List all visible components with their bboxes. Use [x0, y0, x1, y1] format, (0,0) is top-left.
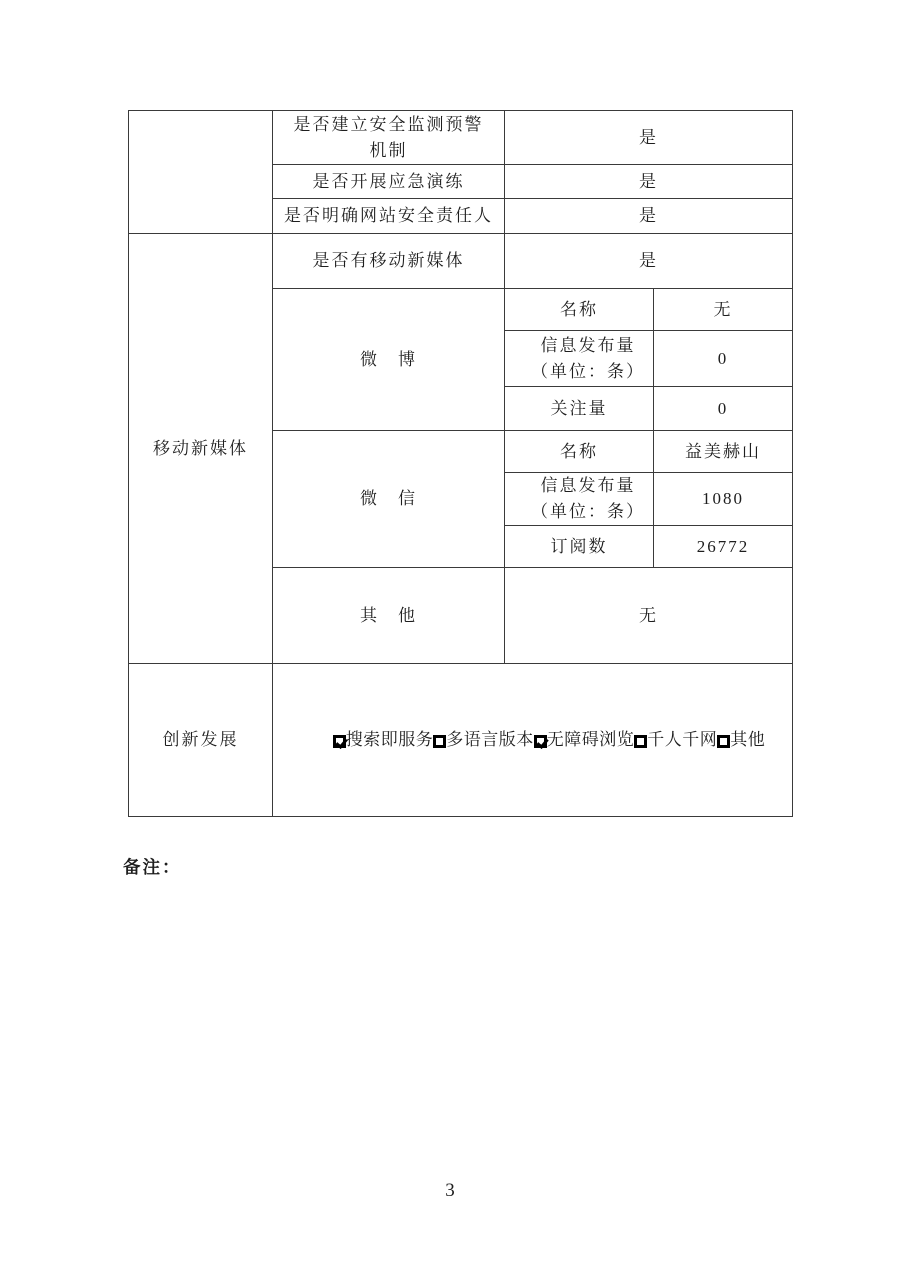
remarks-label: 备注：	[123, 857, 182, 877]
weibo-followers-label: 关注量	[505, 387, 654, 431]
security-responsible-label: 是否明确网站安全责任人	[273, 199, 505, 234]
security-monitoring-label	[273, 111, 505, 165]
weibo-group-label: 微 博	[273, 289, 505, 431]
mobile-media-section-label: 移动新媒体	[129, 234, 273, 664]
label-line: 是否建立安全监测预警	[293, 114, 484, 134]
unchecked-checkbox-icon-option-5	[717, 735, 730, 748]
page-number: 3	[445, 1180, 455, 1201]
unchecked-checkbox-icon-option-2	[433, 735, 446, 748]
empty-section-cell	[129, 111, 273, 234]
weibo-name-label: 名称	[505, 289, 654, 331]
wechat-subscribers-label: 订阅数	[505, 526, 654, 568]
innovation-options-cell	[273, 664, 793, 817]
wechat-name-label: 名称	[505, 431, 654, 473]
weibo-posts-label	[505, 331, 654, 387]
weibo-posts-value: 0	[654, 331, 793, 387]
checked-checkbox-icon-option-3	[534, 735, 547, 748]
innovation-section-label: 创新发展	[129, 664, 273, 817]
checkbox-label-option-5: 其他	[730, 730, 766, 749]
has-mobile-media-label: 是否有移动新媒体	[273, 234, 505, 289]
other-media-label: 其 他	[273, 568, 505, 664]
annual-report-table	[128, 110, 793, 817]
label-line: 信息发布量	[540, 476, 636, 495]
wechat-posts-label	[505, 473, 654, 526]
emergency-drill-label: 是否开展应急演练	[273, 165, 505, 199]
checkbox-label-option-1: 搜索即服务	[345, 730, 434, 749]
wechat-name-value: 益美赫山	[654, 431, 793, 473]
checkbox-label-option-4: 千人千网	[647, 730, 718, 749]
weibo-followers-value: 0	[654, 387, 793, 431]
unchecked-checkbox-icon-option-4	[634, 735, 647, 748]
table-row	[129, 664, 793, 817]
wechat-group-label: 微 信	[273, 431, 505, 568]
wechat-posts-value: 1080	[654, 473, 793, 526]
label-line: 机制	[369, 140, 408, 160]
security-monitoring-value: 是	[505, 111, 793, 165]
label-line: （单位：条）	[531, 361, 645, 381]
table-row	[129, 111, 793, 165]
other-media-value: 无	[505, 568, 793, 664]
has-mobile-media-value: 是	[505, 234, 793, 289]
checkbox-label-option-2: 多语言版本	[446, 730, 534, 749]
label-line: 信息发布量	[540, 335, 636, 355]
checkbox-label-option-3: 无障碍浏览	[546, 730, 635, 749]
emergency-drill-value: 是	[505, 165, 793, 199]
checked-checkbox-icon-option-1	[333, 735, 346, 748]
weibo-name-value: 无	[654, 289, 793, 331]
innovation-options	[333, 730, 766, 749]
wechat-subscribers-value: 26772	[654, 526, 793, 568]
label-line: （单位：条）	[531, 502, 645, 521]
table-row	[129, 234, 793, 289]
security-responsible-value: 是	[505, 199, 793, 234]
